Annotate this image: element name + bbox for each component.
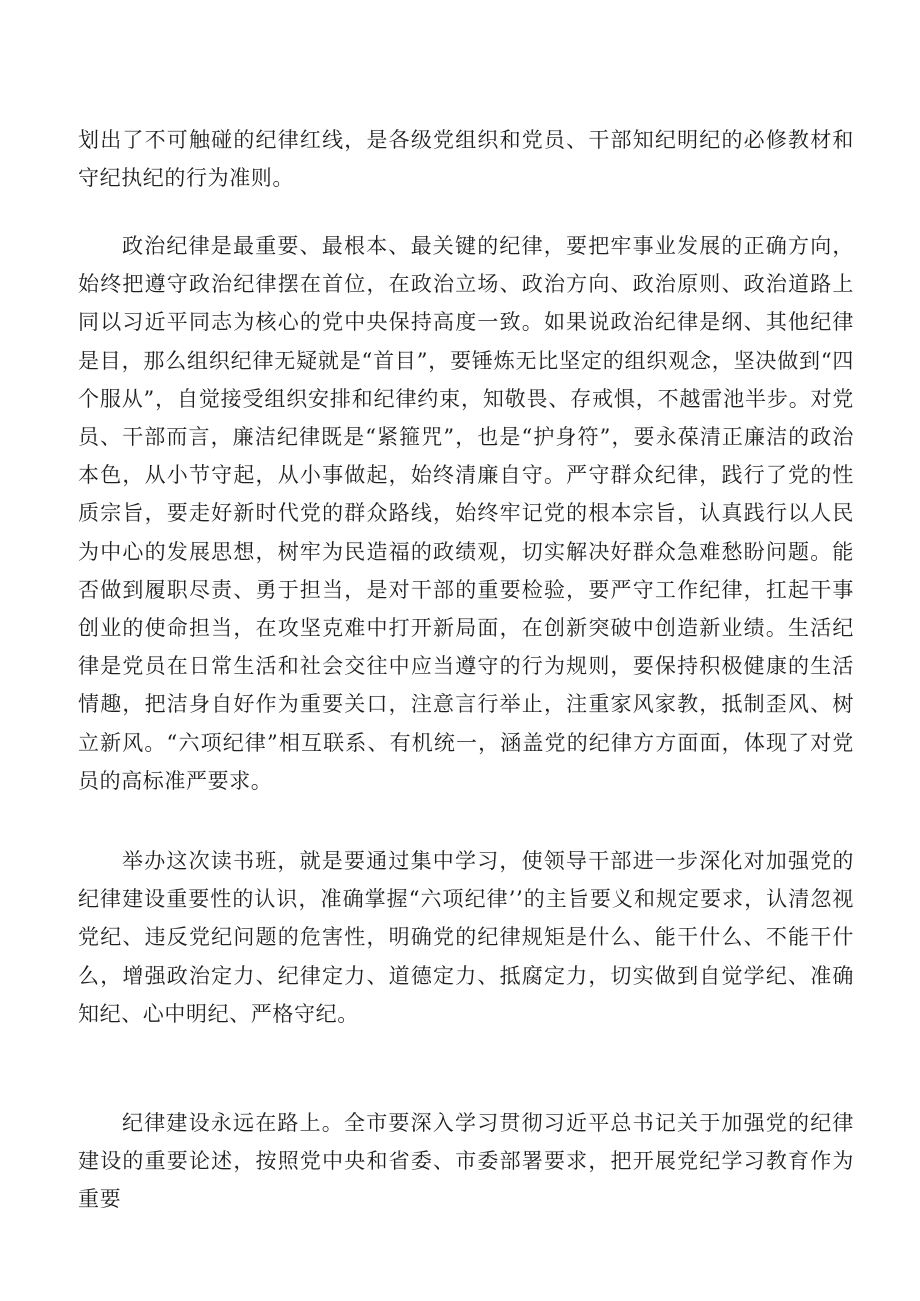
paragraph-reading-class: 举办这次读书班，就是要通过集中学习，使领导干部进一步深化对加强党的纪律建设重要性的认识，准确掌握“六项纪律’’的主旨要义和规定要求，认清忽视党纪、违反党纪问题的危害性，明确党的纪律规矩是什么、能干什么、不能干什么，增强政治定力、纪律定力、道德定力、抵腐定力，切实做到自觉学纪、准确知纪、心中明纪、严格守纪。 — [78, 849, 854, 1026]
paragraph-continuation: 划出了不可触碰的纪律红线，是各级党组织和党员、干部知纪明纪的必修教材和守纪执纪的行为准则。 — [78, 128, 854, 191]
paragraph-political-discipline: 政治纪律是最重要、最根本、最关键的纪律，要把牢事业发展的正确方向，始终把遵守政治纪律摆在首位，在政治立场、政治方向、政治原则、政治道路上同以习近平同志为核心的党中央保持高度一致。如果说政治纪律是纲、其他纪律是目，那么组织纪律无疑就是“首目”，要锤炼无比坚定的组织观念，坚决做到“四个服从”，自觉接受组织安排和纪律约束，知敬畏、存戒惧，不越雷池半步。对党员、干部而言，廉洁纪律既是“紧箍咒”，也是“护身符”，要永葆清正廉洁的政治本色，从小节守起，从小事做起，始终清廉自守。严守群众纪律，践行了党的性质宗旨，要走好新时代党的群众路线，始终牢记党的根本宗旨，认真践行以人民为中心的发展思想，树牢为民造福的政绩观，切实解决好群众急难愁盼问题。能否做到履职尽责、勇于担当，是对干部的重要检验，要严守工作纪律，扛起干事创业的使命担当，在攻坚克难中打开新局面，在创新突破中创造新业绩。生活纪律是党员在日常生活和社会交往中应当遵守的行为规则，要保持积极健康的生活情趣，把洁身自好作为重要关口，注意言行举止，注重家风家教，抵制歪风、树立新风。“六项纪律”相互联系、有机统一，涵盖党的纪律方方面面，体现了对党员的高标准严要求。 — [78, 234, 854, 793]
paragraph-discipline-building: 纪律建设永远在路上。全市要深入学习贯彻习近平总书记关于加强党的纪律建设的重要论述，按照党中央和省委、市委部署要求，把开展党纪学习教育作为重要 — [78, 1111, 854, 1212]
